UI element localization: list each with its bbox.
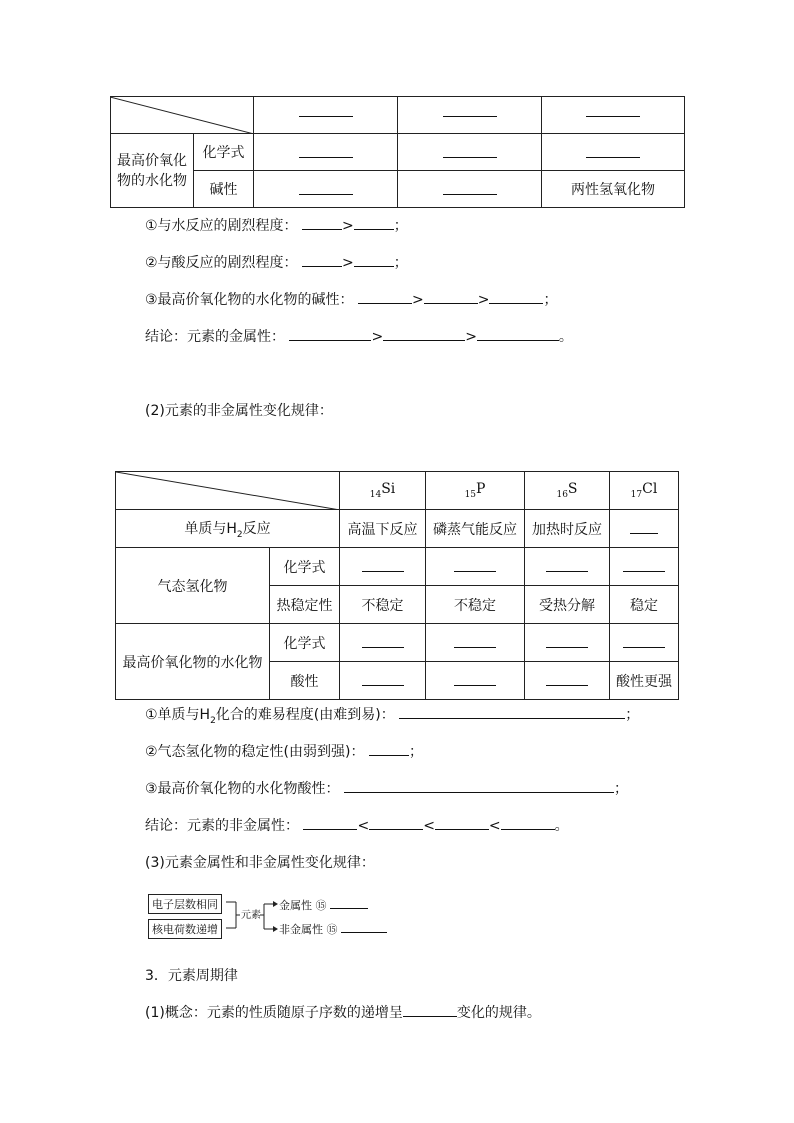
lt-sign: < (357, 818, 370, 834)
metallicity-label (279, 897, 368, 913)
atomic-number: 14 (369, 489, 382, 500)
nonmetal-item-3 (145, 778, 628, 798)
blank[interactable] (344, 778, 614, 793)
hydride-formula-cell (610, 548, 679, 586)
conclusion-text: 结论：元素的金属性： (145, 329, 285, 345)
gt-sign: > (477, 292, 490, 308)
blank[interactable] (403, 1002, 457, 1017)
blank[interactable] (546, 671, 588, 686)
item-text: ②与酸反应的剧烈程度： (145, 255, 298, 271)
blank[interactable] (302, 215, 342, 230)
metal-table-head (542, 97, 685, 134)
formula-cell (542, 134, 685, 171)
blank[interactable] (623, 557, 665, 572)
period: 。 (558, 329, 573, 345)
semicolon: ； (625, 707, 640, 723)
basicity-cell (398, 171, 542, 208)
metal-table-diagonal-cell (254, 97, 398, 134)
concept-text: 变化的规律。 (456, 1005, 541, 1021)
nonmetal-item-1 (145, 704, 639, 726)
blank[interactable] (354, 252, 394, 267)
gt-sign: > (342, 218, 354, 234)
element-si (340, 472, 426, 510)
concept-text: (1)概念：元素的性质随原子序数的递增呈 (145, 1005, 403, 1021)
element-symbol: P (476, 481, 486, 498)
stability-cell: 稳定 (610, 586, 679, 624)
blank[interactable] (454, 557, 496, 572)
oxyacid-formula-cell (426, 624, 525, 662)
metal-item-1 (145, 215, 408, 235)
blank[interactable] (546, 633, 588, 648)
metal-item-2 (145, 252, 408, 272)
metal-item-3 (145, 289, 557, 309)
blank[interactable] (362, 557, 404, 572)
hydride-formula-label: 化学式 (270, 548, 340, 586)
semicolon: ； (393, 218, 408, 234)
blank[interactable] (362, 633, 404, 648)
blank[interactable] (424, 289, 478, 304)
acidity-label: 酸性 (270, 662, 340, 700)
nonmetal-table (115, 471, 679, 700)
blank[interactable] (501, 815, 555, 830)
hydride-formula-cell (426, 548, 525, 586)
formula-cell (398, 134, 542, 171)
row-header-text: 最高价氧化物的水化物 (117, 152, 187, 189)
blank[interactable] (383, 326, 465, 341)
section-3-heading: 3．元素周期律 (145, 968, 238, 984)
blank[interactable] (303, 815, 357, 830)
element-p (426, 472, 525, 510)
semicolon: ； (614, 781, 629, 797)
blank[interactable] (443, 102, 497, 117)
basicity-label: 碱性 (194, 171, 254, 208)
blank[interactable] (586, 102, 640, 117)
section3-title: (3)元素金属性和非金属性变化规律： (145, 855, 375, 871)
tag-icon: ⑮ (315, 899, 327, 912)
blank[interactable] (299, 102, 353, 117)
blank[interactable] (302, 252, 342, 267)
blank[interactable] (630, 519, 658, 534)
blank[interactable] (443, 180, 497, 195)
basicity-cell: 两性氢氧化物 (542, 171, 685, 208)
semicolon: ； (408, 744, 423, 760)
blank[interactable] (330, 899, 368, 909)
box-same-shells: 电子层数相同 (148, 894, 222, 914)
h2-reaction-cell: 高温下反应 (340, 510, 426, 548)
nonmetallicity-label (279, 921, 387, 937)
lt-sign: < (423, 818, 435, 834)
blank[interactable] (369, 741, 409, 756)
blank[interactable] (477, 326, 559, 341)
item-text: ①与水反应的剧烈程度： (145, 218, 298, 234)
blank[interactable] (435, 815, 489, 830)
semicolon: ； (543, 292, 558, 308)
metal-table-head (398, 97, 542, 134)
h2-reaction-label (116, 510, 340, 548)
element-s (525, 472, 610, 510)
lt-sign: < (488, 818, 501, 834)
item-text: ③最高价氧化物的水化物酸性： (145, 781, 340, 797)
blank[interactable] (586, 143, 640, 158)
metal-table-row-header (111, 134, 194, 208)
blank[interactable] (399, 704, 625, 719)
basicity-cell (254, 171, 398, 208)
label-text: 反应 (242, 520, 271, 537)
formula-label: 化学式 (194, 134, 254, 171)
metal-text: 金属性 (279, 899, 312, 912)
gt-sign: > (371, 329, 384, 345)
h2-reaction-cell: 磷蒸气能反应 (426, 510, 525, 548)
tag-icon: ⑮ (326, 923, 338, 936)
atomic-number: 15 (464, 489, 477, 500)
blank[interactable] (546, 557, 588, 572)
blank[interactable] (362, 671, 404, 686)
acidity-cell: 酸性更强 (610, 662, 679, 700)
gt-sign: > (465, 329, 477, 345)
metal-table (110, 96, 685, 208)
element-symbol: Cl (642, 481, 658, 498)
blank[interactable] (454, 633, 496, 648)
gt-sign: > (342, 255, 354, 271)
diagonal-line (116, 472, 340, 510)
section2-title: (2)元素的非金属性变化规律： (145, 403, 333, 419)
label-text: 单质与H (184, 520, 237, 537)
box-nuclear-charge: 核电荷数递增 (148, 919, 222, 939)
oxyacid-formula-cell (340, 624, 426, 662)
element-label: 元素 (241, 910, 261, 921)
gt-sign: > (412, 292, 424, 308)
diagonal-line (110, 97, 254, 134)
stability-cell: 不稳定 (426, 586, 525, 624)
subscript: 2 (210, 715, 216, 726)
blank[interactable] (354, 215, 394, 230)
blank[interactable] (369, 815, 423, 830)
nonmetal-text: 非金属性 (279, 923, 323, 936)
hydride-formula-cell (525, 548, 610, 586)
element-symbol: Si (381, 481, 396, 498)
hydride-formula-cell (340, 548, 426, 586)
item-text: ①单质与H (145, 707, 211, 723)
oxyacid-formula-cell (525, 624, 610, 662)
element-symbol: S (567, 481, 578, 498)
semicolon: ； (393, 255, 408, 271)
hydride-header: 气态氢化物 (116, 548, 270, 624)
blank[interactable] (299, 180, 353, 195)
stability-cell: 不稳定 (340, 586, 426, 624)
oxyacid-formula-cell (610, 624, 679, 662)
blank[interactable] (289, 326, 371, 341)
stability-label: 热稳定性 (270, 586, 340, 624)
stability-cell: 受热分解 (525, 586, 610, 624)
conclusion-text: 结论：元素的非金属性： (145, 818, 299, 834)
nonmetal-conclusion (145, 815, 569, 835)
concept-line (145, 1002, 541, 1022)
period: 。 (554, 818, 569, 834)
blank[interactable] (443, 143, 497, 158)
blank[interactable] (454, 671, 496, 686)
metal-conclusion (145, 326, 573, 346)
item-text: 化合的难易程度(由难到易)： (215, 707, 395, 723)
acidity-cell (525, 662, 610, 700)
blank[interactable] (341, 923, 387, 933)
blank[interactable] (299, 143, 353, 158)
item-text: ③最高价氧化物的水化物的碱性： (145, 292, 354, 308)
blank[interactable] (489, 289, 543, 304)
formula-cell (254, 134, 398, 171)
acidity-cell (426, 662, 525, 700)
acidity-cell (340, 662, 426, 700)
blank[interactable] (623, 633, 665, 648)
atomic-number: 17 (630, 489, 643, 500)
element-cl (610, 472, 679, 510)
nonmetal-table-corner (116, 472, 340, 510)
h2-reaction-cell: 加热时反应 (525, 510, 610, 548)
nonmetal-item-2 (145, 741, 423, 761)
h2-reaction-cell (610, 510, 679, 548)
oxyacid-header: 最高价氧化物的水化物 (116, 624, 270, 700)
blank[interactable] (358, 289, 412, 304)
atomic-number: 16 (556, 489, 568, 500)
oxyacid-formula-label: 化学式 (270, 624, 340, 662)
subscript: 2 (236, 529, 243, 540)
item-text: ②气态氢化物的稳定性(由弱到强)： (145, 744, 365, 760)
